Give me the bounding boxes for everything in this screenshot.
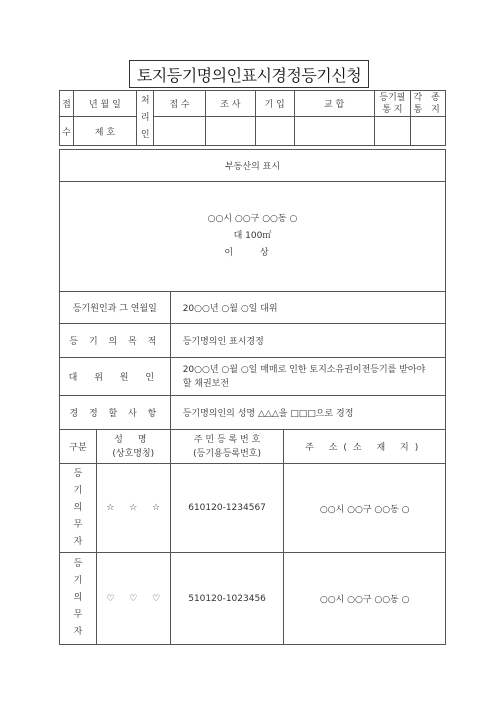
header-entry: 기 입 (255, 91, 294, 117)
receipt-date-label: 년 월 일 (74, 91, 137, 117)
purpose-label: 등 기 의 목 적 (60, 324, 171, 358)
cell-inspect[interactable] (205, 117, 255, 146)
subrogation-cause-value[interactable]: 20○○년 ○월 ○일 매매로 인한 토지소유권이전등기를 받아야 할 채권보전 (170, 358, 445, 396)
receipt-label-top: 접 (60, 91, 74, 117)
party-name-header-main: 성 명 (114, 434, 153, 445)
cell-receipt[interactable] (154, 117, 206, 146)
property-header: 부동산의 표시 (60, 150, 446, 182)
receipt-table (59, 90, 446, 146)
cell-registered-notice[interactable] (374, 117, 411, 146)
party-address-header: 주 소(소 재 지) (284, 430, 446, 464)
header-receipt: 접 수 (154, 91, 206, 117)
cell-entry[interactable] (255, 117, 294, 146)
property-description[interactable] (60, 182, 446, 292)
party-1-name[interactable]: ☆ ☆ ☆ (96, 464, 170, 553)
cell-collation[interactable] (294, 117, 374, 146)
header-registered-notice: 등기필 통 지 (374, 91, 411, 117)
party-2-type (60, 553, 97, 645)
party-1-type-text: 등기의무자 (73, 468, 83, 547)
application-table (59, 149, 446, 645)
receipt-number-label: 제 호 (74, 117, 137, 146)
document-title: 토지등기명의인표시경정등기신청 (129, 60, 369, 88)
party-1-address[interactable]: ○○시 ○○구 ○○동 ○ (284, 464, 446, 553)
cause-date-value[interactable]: 20○○년 ○월 ○일 대위 (170, 292, 445, 324)
header-various-notice: 각 종 통 지 (411, 91, 446, 117)
header-collation: 교 합 (294, 91, 374, 117)
cell-various-notice[interactable] (411, 117, 446, 146)
subrogation-cause-label: 대 위 원 인 (60, 358, 171, 396)
purpose-value[interactable]: 등기명의인 표시경정 (170, 324, 445, 358)
processor-label (136, 91, 153, 146)
cause-date-label: 등기원인과 그 연월일 (60, 292, 171, 324)
property-line-2: 대 100㎡ (233, 231, 272, 241)
party-id-header-sub: (등기용등록번호) (193, 448, 262, 459)
party-1-id[interactable]: 610120-1234567 (170, 464, 284, 553)
party-2-id[interactable]: 510120-1023456 (170, 553, 284, 645)
party-2-type-text: 등기의무자 (73, 559, 83, 637)
party-2-name[interactable]: ♡ ♡ ♡ (96, 553, 170, 645)
party-id-header (170, 430, 284, 464)
processor-text: 처리인 (140, 95, 150, 140)
party-name-header-sub: (상호명칭) (112, 448, 155, 459)
property-line-3: 이 상 (224, 248, 281, 258)
party-1-type (60, 464, 97, 553)
property-line-1: ○○시 ○○구 ○○동 ○ (207, 214, 298, 224)
receipt-label-bottom: 수 (60, 117, 74, 146)
party-id-header-main: 주 민 등 록 번 호 (193, 434, 261, 445)
party-name-header (96, 430, 170, 464)
party-type-header: 구분 (60, 430, 97, 464)
party-2-address[interactable]: ○○시 ○○구 ○○동 ○ (284, 553, 446, 645)
header-inspect: 조 사 (205, 91, 255, 117)
correction-label: 경 정 할 사 항 (60, 396, 171, 430)
correction-value[interactable]: 등기명의인의 성명 △△△을 □□□으로 경정 (170, 396, 445, 430)
